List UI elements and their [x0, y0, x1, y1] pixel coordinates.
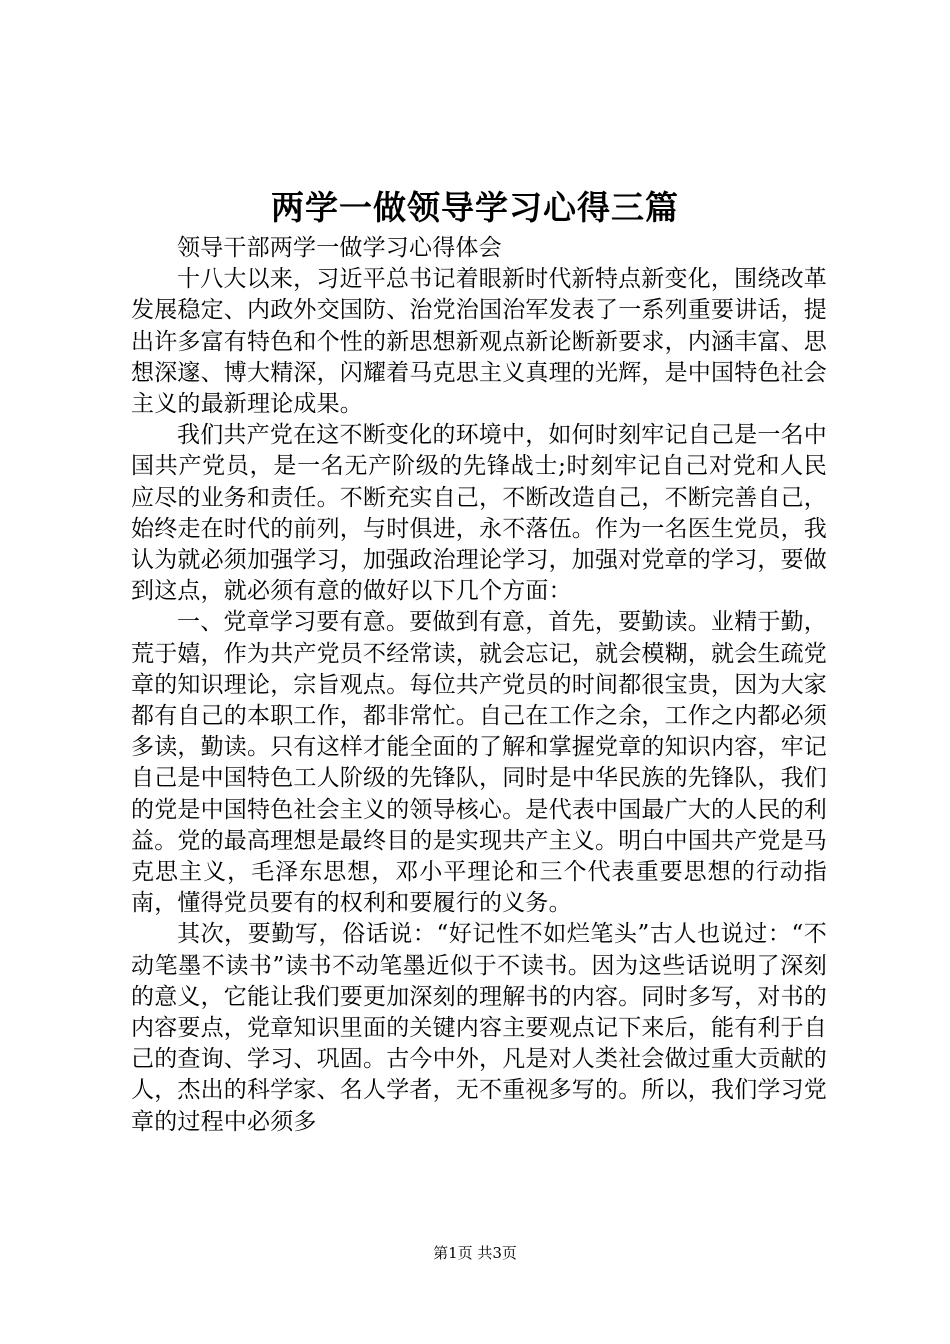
document-body [131, 233, 827, 1138]
paragraph: 其次，要勤写，俗话说：“好记性不如烂笔头”古人也说过：“不动笔墨不读书”读书不动笔墨近似于不读书。因为这些话说明了深刻的意义，它能让我们要更加深刻的理解书的内容。同时多写，对书的内容要点，党章知识里面的关键内容主要观点记下来后，能有利于自己的查询、学习、巩固。古今中外，凡是对人类社会做过重大贡献的人，杰出的科学家、名人学者，无不重视多写的。所以，我们学习党章的过程中必须多 [131, 921, 827, 1135]
page-footer: 第1页 共3页 [433, 1244, 517, 1262]
paragraph: 我们共产党在这不断变化的环境中，如何时刻牢记自己是一名中国共产党员，是一名无产阶级的先锋战士;时刻牢记自己对党和人民应尽的业务和责任。不断充实自己，不断改造自己，不断完善自己，始终走在时代的前列，与时俱进，永不落伍。作为一名医生党员，我认为就必须加强学习，加强政治理论学习，加强对党章的学习，要做到这点，就必须有意的做好以下几个方面： [131, 422, 827, 605]
document-title: 两学一做领导学习心得三篇 [271, 188, 679, 227]
paragraph: 十八大以来，习近平总书记着眼新时代新特点新变化，围绕改革发展稳定、内政外交国防、治党治国治军发表了一系列重要讲话，提出许多富有特色和个性的新思想新观点新论断新要求，内涵丰富、思想深邃、博大精深，闪耀着马克思主义真理的光辉，是中国特色社会主义的最新理论成果。 [131, 266, 827, 418]
paragraph: 一、党章学习要有意。要做到有意，首先，要勤读。业精于勤，荒于嬉，作为共产党员不经常读，就会忘记，就会模糊，就会生疏党章的知识理论，宗旨观点。每位共产党员的时间都很宝贵，因为大家都有自己的本职工作，都非常忙。自己在工作之余，工作之内都必须多读，勤读。只有这样才能全面的了解和掌握党章的知识内容，牢记自己是中国特色工人阶级的先锋队，同时是中华民族的先锋队，我们的党是中国特色社会主义的领导核心。是代表中国最广大的人民的利益。党的最高理想是最终目的是实现共产主义。明白中国共产党是马克思主义，毛泽东思想，邓小平理论和三个代表重要思想的行动指南，懂得党员要有的权利和要履行的义务。 [131, 609, 827, 917]
document-subtitle: 领导干部两学一做学习心得体会 [177, 235, 502, 261]
